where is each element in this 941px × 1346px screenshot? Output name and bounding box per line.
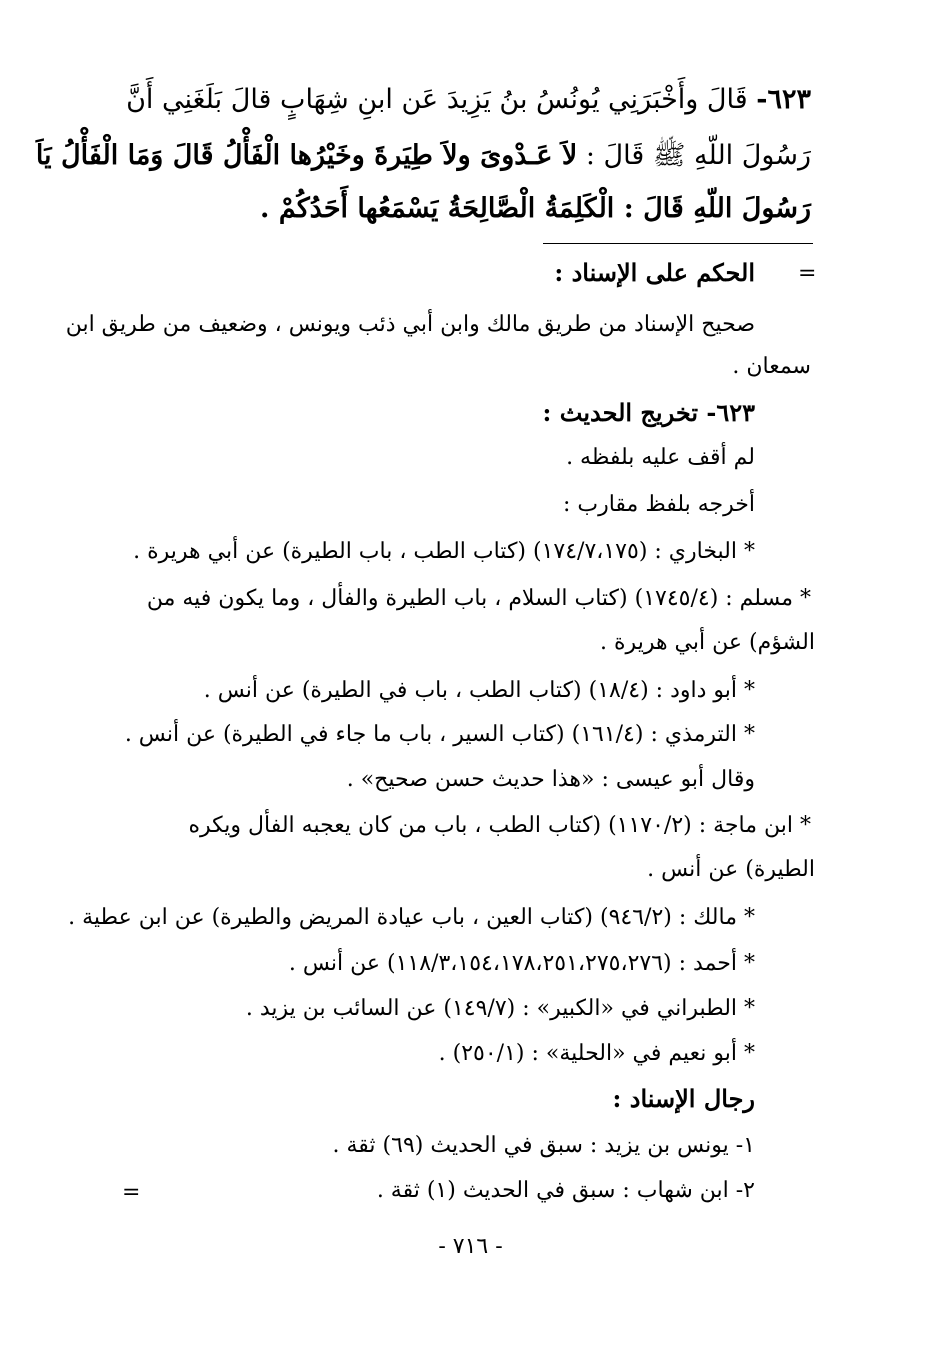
hadith-line-2 <box>36 138 811 178</box>
hadith-text-2b: لاَ عَـدْوىَ ولاَ طِيَرةَ وخَيْرُها الْفَأْلُ قَالَ وَمَا الْفَأْلُ يَاَ <box>35 140 578 171</box>
narrator-item: ٢- ابن شهاب : سبق في الحديث (١) ثقة . <box>376 1178 755 1203</box>
hadith-line-1 <box>126 84 811 115</box>
takhrij-item: * ابن ماجة : (١١٧٠/٢) (كتاب الطب ، باب من كان يعجبه الفأل ويكره <box>188 813 811 838</box>
takhrij-heading: ٦٢٣- تخريج الحديث : <box>542 398 755 427</box>
takhrij-item: * أبو نعيم في «الحلية» : (٢٥٠/١) . <box>438 1041 755 1066</box>
separator-rule <box>543 243 813 244</box>
narrators-heading: رجال الإسناد : <box>612 1084 755 1113</box>
takhrij-item: الطيرة) عن أنس . <box>647 857 815 882</box>
hadith-text-3: رَسُولَ اللّهِ قَالَ : الْكَلِمَةُ الْصَّالِحَةُ يَسْمَعُها أَحَدُكُمْ . <box>260 193 811 224</box>
ruling-text-1: صحيح الإسناد من طريق مالك وابن أبي ذئب ويونس ، وضعيف من طريق ابن <box>65 312 755 337</box>
takhrij-item: الشؤم) عن أبي هريرة . <box>600 630 815 655</box>
ruling-text-2: سمعان . <box>732 354 811 379</box>
takhrij-item: * مسلم : (١٧٤٥/٤) (كتاب السلام ، باب الطيرة والفأل ، وما يكون فيه من <box>146 586 811 611</box>
takhrij-item: * أبو داود : (١٨/٤) (كتاب الطب ، باب في الطيرة) عن أنس . <box>203 678 755 703</box>
ruling-heading: الحكم على الإسناد : <box>554 258 755 287</box>
takhrij-item: وقال أبو عيسى : «هذا حديث حسن صحيح» . <box>346 767 755 792</box>
takhrij-item: * الطبراني في «الكبير» : (١٤٩/٧) عن السائب بن يزيد . <box>245 996 755 1021</box>
takhrij-item: * أحمد : (١١٨/٣،١٥٤،١٧٨،٢٥١،٢٧٥،٢٧٦) عن أنس . <box>288 951 755 976</box>
hadith-text-1: قَالَ وأَخْبَرَنِي يُونُسُ بنُ يَزِيدَ عَن ابنِ شِهَابٍ قالَ بَلَغَنِي أَنَّ <box>126 84 748 115</box>
hadith-text-2a: رَسُولَ اللّهِ ﷺ قَالَ : <box>585 140 811 171</box>
narrator-item: ١- يونس بن يزيد : سبق في الحديث (٦٩) ثقة . <box>332 1133 755 1158</box>
ruling-marker: = <box>798 261 817 286</box>
takhrij-item: * البخاري : (١٧٤/٧،١٧٥) (كتاب الطب ، باب الطيرة) عن أبي هريرة . <box>133 539 755 564</box>
hadith-line-3 <box>260 193 811 224</box>
takhrij-intro-1: لم أقف عليه بلفظه . <box>566 445 755 470</box>
continuation-marker: = <box>122 1180 141 1205</box>
page-number: - ٧١٦ - <box>438 1234 503 1259</box>
takhrij-intro-2: أخرجه بلفظ مقارب : <box>562 492 755 517</box>
hadith-number: ٦٢٣- <box>756 84 811 115</box>
takhrij-item: * مالك : (٩٤٦/٢) (كتاب العين ، باب عيادة المريض والطيرة) عن ابن عطية . <box>68 905 755 930</box>
takhrij-item: * الترمذي : (١٦١/٤) (كتاب السير ، باب ما جاء في الطيرة) عن أنس . <box>124 722 755 747</box>
